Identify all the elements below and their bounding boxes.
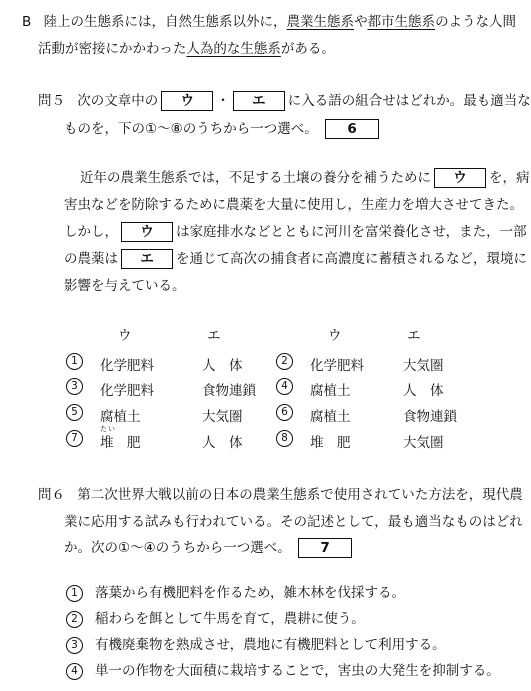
text: ・ [216, 93, 230, 109]
column-header-u: ウ [328, 328, 342, 344]
text: を，病 [489, 170, 530, 186]
text: 影響を与えている。 [64, 278, 186, 294]
blank-box-e: エ [233, 91, 285, 111]
q6-line2 [64, 510, 523, 530]
q5-para-line2 [64, 193, 523, 213]
circled-number: 8 [276, 430, 293, 447]
choice-number [66, 378, 89, 395]
question-label: 問６ [38, 487, 65, 503]
text: か。次の①～④のうちから一つ選べ。 [64, 540, 291, 556]
option-text: 単一の作物を大面積に栽培することで，害虫の大発生を抑制する。 [95, 663, 500, 679]
question-label: 問５ [38, 93, 65, 109]
text: の農薬は [64, 251, 118, 267]
column-header-e: エ [407, 328, 421, 344]
choice-u: 化学肥料 [100, 383, 154, 399]
q5-para-line4 [64, 247, 527, 269]
choice-e: 人 体 [202, 358, 243, 374]
option-text: 落葉から有機肥料を作るため，雑木林を伐採する。 [95, 585, 405, 601]
option-text: 稲わらを餌として牛馬を育て，農耕に使う。 [95, 611, 365, 627]
column-header-e: エ [207, 328, 221, 344]
circled-number: 3 [66, 378, 83, 395]
circled-number: 4 [66, 663, 83, 680]
choice-number [276, 430, 299, 447]
q5-line2 [64, 117, 382, 139]
blank-box-e: エ [121, 249, 173, 269]
text: を通じて高次の捕食者に高濃度に蓄積されるなど，環境に [176, 251, 527, 267]
text: 害虫などを防除するために農薬を大量に使用し，生産力を増大させてきた。 [64, 197, 523, 213]
choice-e: 大気圏 [202, 409, 243, 425]
text: や [354, 14, 368, 30]
answer-box-7: 7 [298, 538, 352, 558]
blank-box-u: ウ [434, 168, 486, 188]
circled-number: 1 [66, 353, 83, 370]
choice-number [276, 378, 299, 395]
text: のような人間 [435, 14, 517, 30]
text: 次の文章中の [77, 93, 159, 109]
underlined-term: 農業生態系 [286, 14, 355, 30]
underlined-term: 都市生態系 [367, 14, 436, 30]
section-b-line2 [38, 37, 335, 57]
choice-number [276, 404, 299, 421]
choice-u: 化学肥料 [100, 358, 154, 374]
text: 業に応用する試みも行われている。その記述として，最も適当なものはどれ [64, 514, 523, 530]
option-item [66, 607, 365, 628]
answer-box-6: 6 [325, 119, 379, 139]
text: しかし， [64, 224, 118, 240]
q5-para-line5 [64, 274, 186, 294]
choice-e: 食物連鎖 [403, 409, 457, 425]
q6-line1 [38, 483, 523, 503]
choice-u: 堆 肥 [100, 435, 141, 451]
text: 活動が密接にかかわった [38, 41, 187, 57]
option-item [66, 581, 405, 602]
text: 第二次世界大戦以前の日本の農業生態系で使用されていた方法を，現代農 [77, 487, 523, 503]
circled-number: 4 [276, 378, 293, 395]
circled-number: 6 [276, 404, 293, 421]
choice-number [276, 353, 299, 370]
choice-u: 腐植土 [310, 383, 351, 399]
section-b-line1 [22, 10, 516, 30]
q5-para-line3 [64, 220, 527, 242]
choice-e: 食物連鎖 [202, 383, 256, 399]
option-item [66, 659, 500, 680]
text: 陸上の生態系には，自然生態系以外に， [43, 14, 287, 30]
text: ものを，下の①～⑧のうちから一つ選べ。 [64, 121, 318, 137]
circled-number: 1 [66, 585, 83, 602]
choice-u: 化学肥料 [310, 358, 364, 374]
choice-u: 堆 肥 [310, 435, 351, 451]
q5-line1 [38, 89, 531, 111]
choice-e: 人 体 [202, 435, 243, 451]
choice-u: 腐植土 [100, 409, 141, 425]
q5-para-line1 [80, 166, 530, 188]
choice-number [66, 430, 89, 447]
choice-e: 人 体 [403, 383, 444, 399]
option-text: 有機廃棄物を熟成させ，農地に有機肥料として利用する。 [95, 637, 446, 653]
choice-e: 大気圏 [403, 358, 444, 374]
circled-number: 7 [66, 430, 83, 447]
circled-number: 2 [66, 611, 83, 628]
text: に入る語の組合せはどれか。最も適当な [287, 93, 531, 109]
choice-e: 大気圏 [403, 435, 444, 451]
choice-number [66, 404, 89, 421]
text: がある。 [280, 41, 335, 57]
underlined-term: 人為的な生態系 [186, 41, 281, 57]
blank-box-u: ウ [161, 91, 213, 111]
text: は家庭排水などとともに河川を富栄養化させ，また，一部 [176, 224, 527, 240]
circled-number: 5 [66, 404, 83, 421]
circled-number: 3 [66, 637, 83, 654]
option-item [66, 633, 446, 654]
blank-box-u: ウ [121, 222, 173, 242]
section-label: B [22, 14, 32, 30]
furigana: たい [100, 425, 116, 433]
choice-u: 腐植土 [310, 409, 351, 425]
q6-line3 [64, 536, 355, 558]
column-header-u: ウ [118, 328, 132, 344]
choice-number [66, 353, 89, 370]
circled-number: 2 [276, 353, 293, 370]
text: 近年の農業生態系では，不足する土壌の養分を補うために [80, 170, 431, 186]
